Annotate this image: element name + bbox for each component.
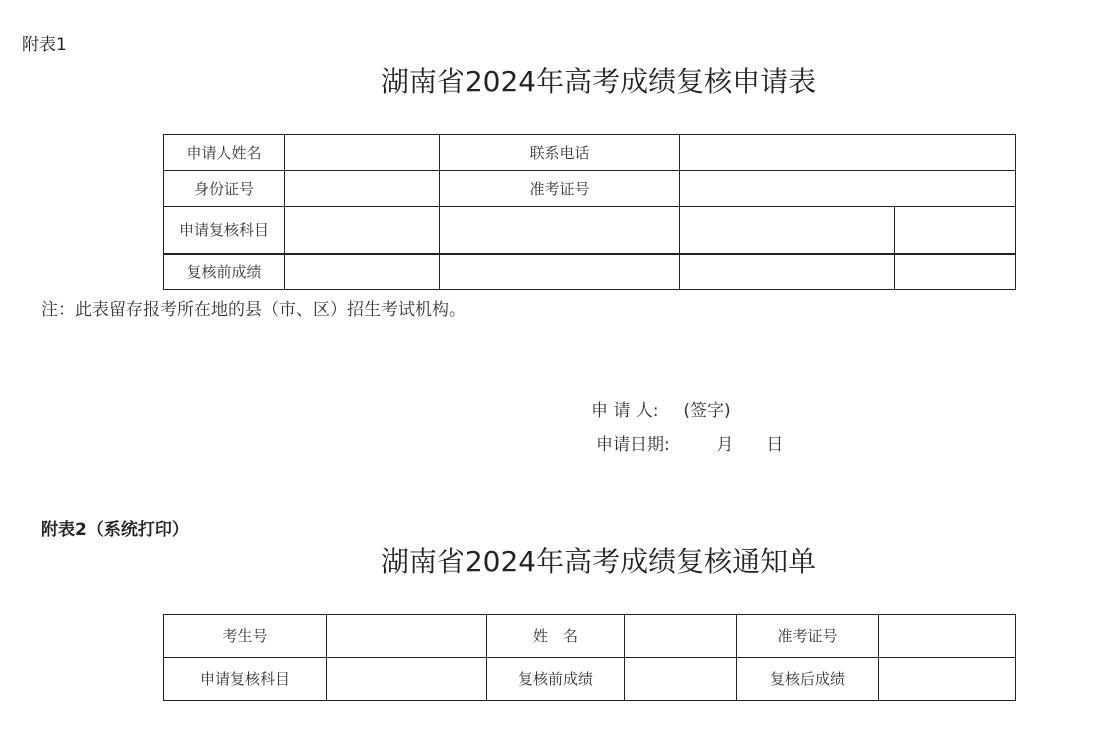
table-row bbox=[164, 615, 1016, 658]
score-after-label: 复核后成绩 bbox=[737, 658, 879, 701]
application-form-table bbox=[163, 134, 1016, 290]
month-label: 月 bbox=[716, 435, 734, 455]
applicant-name-field bbox=[285, 135, 440, 171]
table-row bbox=[164, 207, 1016, 254]
exam-ticket-label: 准考证号 bbox=[737, 615, 879, 658]
phone-field bbox=[680, 135, 1016, 171]
application-date-line bbox=[596, 430, 783, 455]
applicant-name-label: 申请人姓名 bbox=[164, 135, 285, 171]
exam-ticket-field bbox=[680, 171, 1016, 207]
table-row bbox=[164, 135, 1016, 171]
phone-label: 联系电话 bbox=[440, 135, 680, 171]
exam-ticket-field bbox=[879, 615, 1016, 658]
day-label: 日 bbox=[766, 435, 784, 455]
applicant-signature-line bbox=[591, 396, 731, 421]
score-cell bbox=[440, 254, 680, 290]
attachment1-label: 附表1 bbox=[22, 35, 67, 55]
subject-cell bbox=[895, 207, 1016, 254]
attachment2-label: 附表2（系统打印） bbox=[41, 520, 189, 540]
form-note: 注：此表留存报考所在地的县（市、区）招生考试机构。 bbox=[41, 300, 466, 320]
score-cell bbox=[680, 254, 895, 290]
id-number-field bbox=[285, 171, 440, 207]
date-label: 申请日期: bbox=[596, 435, 670, 455]
table-row bbox=[164, 254, 1016, 290]
subjects-label: 申请复核科目 bbox=[164, 658, 327, 701]
sign-hint: (签字) bbox=[683, 401, 731, 421]
exam-ticket-label: 准考证号 bbox=[440, 171, 680, 207]
score-before-field bbox=[625, 658, 737, 701]
id-number-label: 身份证号 bbox=[164, 171, 285, 207]
name-label: 姓 名 bbox=[487, 615, 625, 658]
candidate-no-label: 考生号 bbox=[164, 615, 327, 658]
subject-cell bbox=[440, 207, 680, 254]
table-row bbox=[164, 171, 1016, 207]
notice-form-title: 湖南省2024年高考成绩复核通知单 bbox=[380, 545, 817, 578]
application-form-title: 湖南省2024年高考成绩复核申请表 bbox=[380, 65, 817, 98]
subjects-field bbox=[327, 658, 487, 701]
subject-cell bbox=[285, 207, 440, 254]
table-row bbox=[164, 658, 1016, 701]
notice-form-table bbox=[163, 614, 1016, 701]
subject-cell bbox=[680, 207, 895, 254]
score-after-field bbox=[879, 658, 1016, 701]
applicant-label: 申 请 人: bbox=[591, 401, 659, 421]
score-before-label: 复核前成绩 bbox=[487, 658, 625, 701]
candidate-no-field bbox=[327, 615, 487, 658]
score-cell bbox=[285, 254, 440, 290]
score-before-label: 复核前成绩 bbox=[164, 254, 285, 290]
subjects-label: 申请复核科目 bbox=[164, 207, 285, 254]
score-cell bbox=[895, 254, 1016, 290]
name-field bbox=[625, 615, 737, 658]
